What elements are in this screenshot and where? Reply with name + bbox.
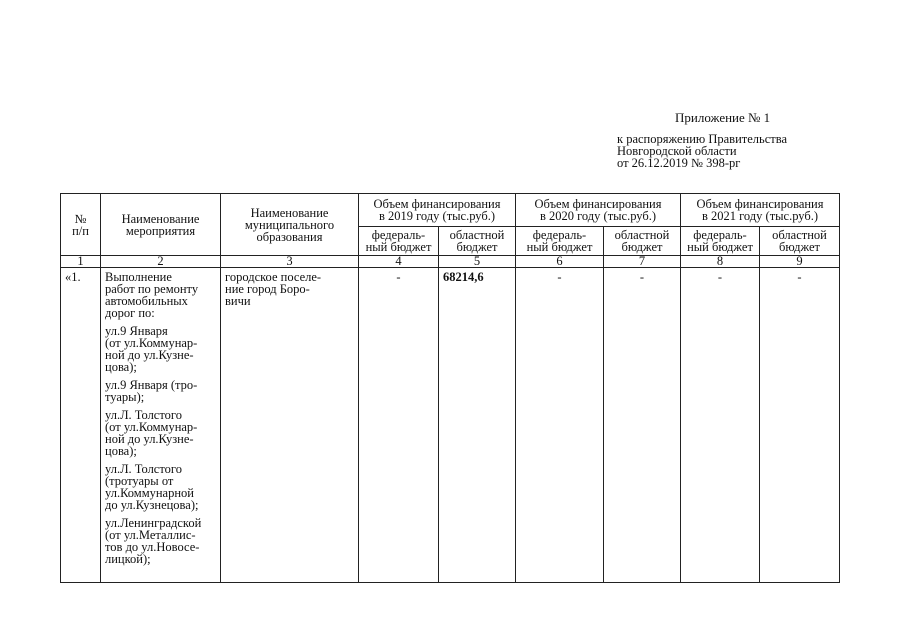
measure-item: ул.9 Января (тро- туары);: [105, 378, 198, 404]
measure-item: ул.Ленинградской (от ул.Металлис- тов до ул.Новосе- лицкой);: [105, 516, 202, 566]
column-number: 3: [221, 256, 359, 268]
financing-table: [60, 193, 840, 583]
column-number-row: [61, 256, 840, 268]
column-number: 5: [439, 256, 516, 268]
measure-item: ул.9 Января (от ул.Коммунар- ной до ул.Кузне- цова);: [105, 324, 198, 374]
column-number: 7: [604, 256, 681, 268]
subheader-regional-2019: областной бюджет: [439, 227, 516, 256]
column-number: 6: [516, 256, 604, 268]
value-federal-2021: -: [681, 268, 760, 583]
value-federal-2020: -: [516, 268, 604, 583]
column-number: 1: [61, 256, 101, 268]
column-number: 9: [760, 256, 840, 268]
subheader-regional-2020: областной бюджет: [604, 227, 681, 256]
appendix-block: [617, 112, 887, 169]
row-number: «1.: [61, 268, 101, 583]
appendix-title: Приложение № 1: [675, 110, 771, 125]
table-row: [61, 268, 840, 583]
value-federal-2019: -: [359, 268, 439, 583]
col-header-number: № п/п: [61, 194, 101, 256]
col-header-measure: Наименование мероприятия: [101, 194, 221, 256]
group-header-2021: Объем финансирования в 2021 году (тыс.руб.): [681, 194, 840, 227]
appendix-line: Новгородской области: [617, 144, 737, 158]
measure-item: ул.Л. Толстого (от ул.Коммунар- ной до ул.Кузне- цова);: [105, 408, 198, 458]
appendix-line: к распоряжению Правительства: [617, 132, 788, 146]
subheader-federal-2019: федераль- ный бюджет: [359, 227, 439, 256]
measure-item: Выполнение работ по ремонту автомобильных дорог по:: [105, 270, 199, 320]
column-number: 2: [101, 256, 221, 268]
measure-item: ул.Л. Толстого (тротуары от ул.Коммунарной до ул.Кузнецова);: [105, 462, 199, 512]
group-header-2020: Объем финансирования в 2020 году (тыс.руб.): [516, 194, 681, 227]
group-header-2019: Объем финансирования в 2019 году (тыс.руб.): [359, 194, 516, 227]
measure-cell: [101, 268, 221, 583]
col-header-municipality: Наименование муниципального образования: [221, 194, 359, 256]
column-number: 4: [359, 256, 439, 268]
subheader-federal-2021: федераль- ный бюджет: [681, 227, 760, 256]
appendix-line: от 26.12.2019 № 398-рг: [617, 156, 741, 170]
value-regional-2019: 68214,6: [439, 268, 516, 583]
value-regional-2020: -: [604, 268, 681, 583]
subheader-federal-2020: федераль- ный бюджет: [516, 227, 604, 256]
municipality-cell: городское поселе- ние город Боро- вичи: [221, 268, 359, 583]
subheader-regional-2021: областной бюджет: [760, 227, 840, 256]
column-number: 8: [681, 256, 760, 268]
value-regional-2021: -: [760, 268, 840, 583]
header-row-1: [61, 194, 840, 227]
